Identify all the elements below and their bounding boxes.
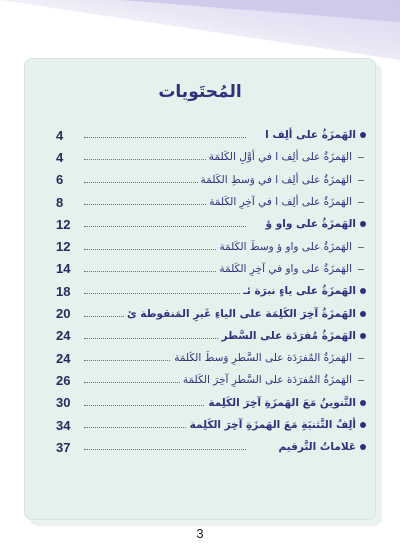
toc-page-number: 14	[56, 261, 71, 277]
toc-entry[interactable]	[56, 213, 366, 235]
toc-entry[interactable]	[56, 369, 366, 391]
page-title: المُحتَويات	[158, 82, 242, 102]
dash-icon	[358, 269, 364, 270]
toc-entry-label: الهَمزَةُ المُفرَدَة على السَّطرِ وَسطَ الكَلمَة	[171, 352, 352, 364]
table-of-contents	[56, 124, 366, 458]
toc-entry-label: الهَمزَةُ على واو في آخِرِ الكَلمَة	[216, 263, 352, 275]
dash-icon	[358, 358, 364, 359]
toc-entry-label: الهَمزَةُ على واو ؤ	[263, 218, 356, 230]
bullet-icon	[360, 288, 366, 294]
toc-entry[interactable]	[56, 414, 366, 436]
toc-page-number: 18	[56, 283, 71, 299]
dot-leader	[84, 449, 246, 450]
toc-entry[interactable]	[56, 325, 366, 347]
toc-entry[interactable]	[56, 302, 366, 324]
dot-leader	[84, 137, 246, 138]
toc-entry-label: الهَمزَةُ على ألِف ا في وَسطِ الكَلمَة	[198, 174, 352, 186]
toc-entry-label: عَلاماتُ التَّرقيم	[275, 441, 356, 453]
toc-entry-label: الهَمزَةُ على واو ؤ وسطَ الكَلمَة	[216, 241, 352, 253]
toc-entry-label: التَّنوينُ مَعَ الهَمزَةِ آخِرَ الكَلِمة	[205, 397, 356, 409]
toc-page-number: 37	[56, 439, 71, 455]
toc-page-number: 24	[56, 350, 71, 366]
toc-entry-label: الهَمزَةُ على ألِف ا في آخِرِ الكَلمَة	[206, 196, 352, 208]
toc-entry[interactable]	[56, 280, 366, 302]
toc-entry-label: الهَمزَةُ آخِرَ الكَلِمَة على الياءِ غَيرِ المَنقوطة ئ	[124, 308, 356, 320]
toc-entry[interactable]	[56, 436, 366, 458]
toc-entry[interactable]	[56, 235, 366, 257]
bullet-icon	[360, 400, 366, 406]
dash-icon	[358, 157, 364, 158]
toc-entry[interactable]	[56, 392, 366, 414]
toc-entry-label: ألِفُ التَّثنيَةِ مَعَ الهَمزَةِ آخِرَ الكَلِمة	[187, 419, 356, 431]
bullet-icon	[360, 311, 366, 317]
toc-page-number: 20	[56, 306, 71, 322]
toc-entry-label: الهَمزَةُ على ياءٍ نبرَة ئـ	[240, 285, 356, 297]
toc-entry-label: الهَمزَةُ على ألِف ا في أوَّلِ الكَلمَة	[206, 151, 352, 163]
toc-entry-label: الهَمزَةُ المُفرَدَة على السَّطرِ آخِرَ الكَلمَة	[180, 374, 352, 386]
dash-icon	[358, 180, 364, 181]
toc-entry[interactable]	[56, 124, 366, 146]
toc-entry[interactable]	[56, 146, 366, 168]
toc-page-number: 12	[56, 239, 71, 255]
bullet-icon	[360, 221, 366, 227]
toc-entry[interactable]	[56, 347, 366, 369]
toc-page-number: 4	[56, 127, 64, 143]
bullet-icon	[360, 333, 366, 339]
bullet-icon	[360, 422, 366, 428]
dash-icon	[358, 380, 364, 381]
toc-page-number: 34	[56, 417, 71, 433]
bullet-icon	[360, 444, 366, 450]
toc-page-number: 12	[56, 216, 71, 232]
toc-entry-label: الهَمزَةُ على ألِف ا	[262, 129, 356, 141]
toc-page-number: 8	[56, 194, 64, 210]
bullet-icon	[360, 132, 366, 138]
dot-leader	[84, 226, 246, 227]
dash-icon	[358, 247, 364, 248]
toc-entry-label: الهَمزَةُ مُفرَدَة على السَّطر	[219, 330, 356, 342]
toc-page-number: 30	[56, 395, 71, 411]
dot-leader	[84, 293, 246, 294]
toc-page-number: 6	[56, 172, 64, 188]
dash-icon	[358, 202, 364, 203]
toc-entry[interactable]	[56, 258, 366, 280]
toc-page-number: 4	[56, 149, 64, 165]
toc-page-number: 26	[56, 372, 71, 388]
toc-entry[interactable]	[56, 191, 366, 213]
page-number: 3	[196, 526, 204, 541]
toc-page-number: 24	[56, 328, 71, 344]
toc-entry[interactable]	[56, 169, 366, 191]
